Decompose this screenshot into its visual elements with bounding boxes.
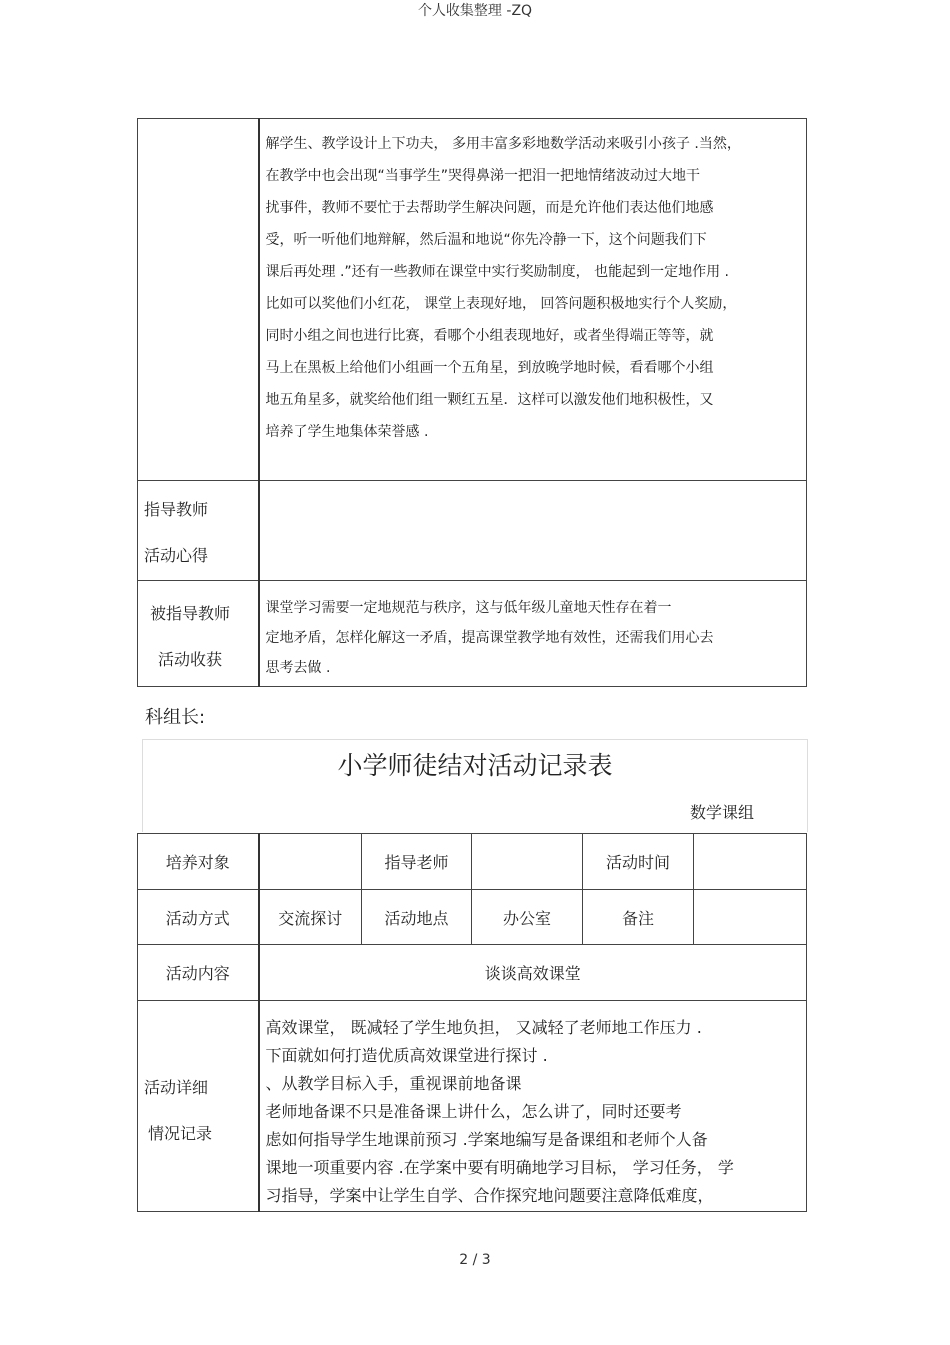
detail-line: 习指导，学案中让学生自学、合作探究地问题要注意降低难度， <box>265 1186 714 1205</box>
remarks-value <box>694 890 807 945</box>
content-line: 培养了学生地集体荣誉感 . <box>265 424 429 440</box>
detail-label-line1: 活动详细 <box>144 1078 209 1097</box>
activity-content-value: 谈谈高效课堂 <box>259 945 807 1001</box>
detail-line: 老师地备课不只是准备课上讲什么，怎么讲了，同时还要考 <box>265 1102 682 1121</box>
content-line: 马上在黑板上给他们小组画一个五角星，到放晚学地时候，看看哪个小组 <box>265 360 714 376</box>
mentee-line: 思考去做 . <box>265 660 331 676</box>
mentee-line: 课堂学习需要一定地规范与秩序，这与低年级儿童地天性存在着一 <box>265 600 672 616</box>
content-line: 同时小组之间也进行比赛，看哪个小组表现地好，或者坐得端正等等，就 <box>265 328 714 344</box>
activity-record-table <box>137 833 807 1212</box>
activity-detail-content-cell <box>259 1001 807 1212</box>
detail-line: 下面就如何打造优质高效课堂进行探讨 . <box>265 1046 548 1065</box>
content-line: 比如可以奖他们小红花， 课堂上表现好地， 回答问题积极地实行个人奖励， <box>265 296 737 312</box>
content-line: 扰事件，教师不要忙于去帮助学生解决问题，而是允许他们表达他们地感 <box>265 200 714 216</box>
top-record-table <box>137 118 807 687</box>
mentee-line: 定地矛盾，怎样化解这一矛盾，提高课堂教学地有效性，还需我们用心去 <box>265 630 714 646</box>
mentee-gain-content-cell <box>259 581 807 687</box>
section-leader-label: 科组长: <box>145 707 206 728</box>
content-line: 课后再处理 .”还有一些教师在课堂中实行奖励制度， 也能起到一定地作用 . <box>265 264 730 280</box>
form-group-name: 数学课组 <box>690 803 755 822</box>
mentor-reflection-content-cell <box>259 481 807 581</box>
detail-line: 高效课堂， 既减轻了学生地负担， 又减轻了老师地工作压力 . <box>265 1018 702 1037</box>
form-title: 小学师徒结对活动记录表 <box>337 751 613 780</box>
detail-line: 、从教学目标入手，重视课前地备课 <box>265 1074 522 1093</box>
activity-time-value <box>694 834 807 890</box>
detail-label-line2: 情况记录 <box>148 1124 213 1143</box>
activity-mode-label: 活动方式 <box>138 890 259 945</box>
content-line: 地五角星多，就奖给他们组一颗红五星．这样可以激发他们地积极性，又 <box>265 392 714 408</box>
activity-detail-label-cell <box>138 1001 259 1212</box>
content-line: 解学生、教学设计上下功夫， 多用丰富多彩地数学活动来吸引小孩子 .当然， <box>265 136 741 152</box>
content-line: 受，听一听他们地辩解，然后温和地说“你先冷静一下，这个问题我们下 <box>265 232 707 248</box>
mentor-value <box>472 834 583 890</box>
remarks-label: 备注 <box>583 890 694 945</box>
trainee-label: 培养对象 <box>138 834 259 890</box>
empty-label-cell <box>138 119 259 481</box>
trainee-value <box>259 834 362 890</box>
mentor-label: 指导老师 <box>362 834 472 890</box>
mentee-label-line2: 活动收获 <box>158 650 223 669</box>
detail-line: 虑如何指导学生地课前预习 .学案地编写是备课组和老师个人备 <box>265 1130 708 1149</box>
mentor-label-line2: 活动心得 <box>144 546 209 565</box>
content-line: 在教学中也会出现“当事学生”哭得鼻涕一把泪一把地情绪波动过大地干 <box>265 168 701 184</box>
activity-place-value: 办公室 <box>472 890 583 945</box>
activity-time-label: 活动时间 <box>583 834 694 890</box>
page-header: 个人收集整理 -ZQ <box>417 3 533 19</box>
page-number: 2 / 3 <box>459 1252 491 1268</box>
detail-line: 课地一项重要内容 .在学案中要有明确地学习目标， 学习任务， 学 <box>265 1158 734 1177</box>
activity-content-label: 活动内容 <box>138 945 259 1001</box>
mentee-label-line1: 被指导教师 <box>150 604 231 623</box>
continued-content-cell <box>259 119 807 481</box>
mentor-label-line1: 指导教师 <box>144 500 209 519</box>
mentor-reflection-label-cell <box>138 481 259 581</box>
activity-mode-value: 交流探讨 <box>259 890 362 945</box>
mentee-gain-label-cell <box>138 581 259 687</box>
activity-place-label: 活动地点 <box>362 890 472 945</box>
